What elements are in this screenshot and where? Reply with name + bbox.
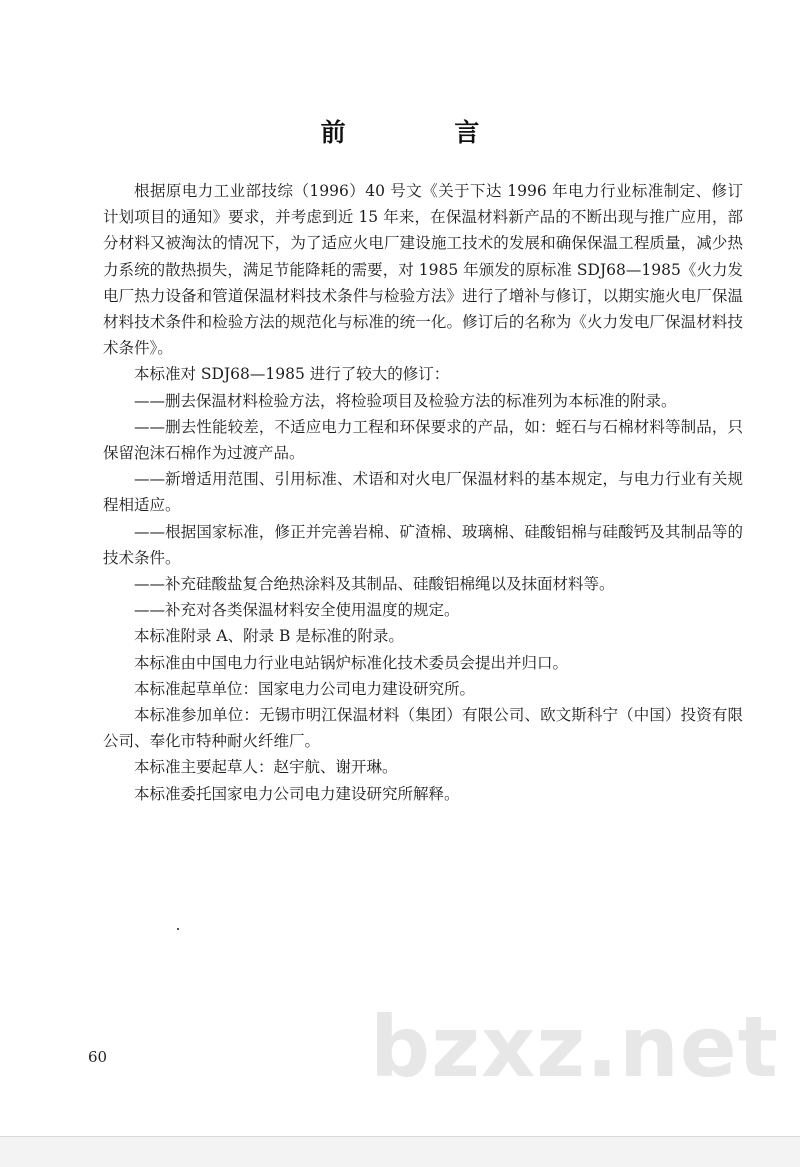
paragraph-interpretation: 本标准委托国家电力公司电力建设研究所解释。 <box>134 784 460 803</box>
document-body <box>103 178 743 807</box>
paragraph-intro: 根据原电力工业部技综（1996）40 号文《关于下达 1996 年电力行业标准制定、修订计划项目的通知》要求，并考虑到近 15 年来，在保温材料新产品的不断出现与推广应用，部分材料又被淘汰的情况下，为了适应火电厂建设施工技术的发展和确保保温工程质量，减少热力系统的散热损失，满足节能降耗的需要，对 1985 年颁发的原标准 SDJ68—1985《火力发电厂热力设备和管道保温材料技术条件与检验方法》进行了增补与修订，以期实施火电厂保温材料技术条件和检验方法的规范化与标准的统一化。修订后的名称为《火力发电厂保温材料技术条件》。 <box>103 182 743 358</box>
paragraph-main-drafters: 本标准主要起草人：赵宇航、谢开琳。 <box>134 758 398 777</box>
paragraph-drafting-unit: 本标准起草单位：国家电力公司电力建设研究所。 <box>134 679 476 698</box>
paragraph-item-3: ——新增适用范围、引用标准、术语和对火电厂保温材料的基本规定，与电力行业有关规程相适应。 <box>103 470 743 515</box>
page-bottom-band <box>0 1137 800 1167</box>
paragraph-item-4: ——根据国家标准，修正并完善岩棉、矿渣棉、玻璃棉、硅酸铝棉与硅酸钙及其制品等的技术条件。 <box>103 522 743 567</box>
paragraph-proposer: 本标准由中国电力行业电站锅炉标准化技术委员会提出并归口。 <box>134 653 569 672</box>
paragraph-item-5: ——补充硅酸盐复合绝热涂料及其制品、硅酸铝棉绳以及抹面材料等。 <box>134 575 615 594</box>
page-number: 60 <box>88 1048 108 1066</box>
scan-dot-mark <box>177 928 179 930</box>
paragraph-participating-units: 本标准参加单位：无锡市明江保温材料（集团）有限公司、欧文斯科宁（中国）投资有限公司、奉化市特种耐火纤维厂。 <box>103 706 743 751</box>
page-title: 前 言 <box>320 118 530 147</box>
paragraph-item-1: ——删去保温材料检验方法，将检验项目及检验方法的标准列为本标准的附录。 <box>134 391 677 410</box>
paragraph-revision-summary: 本标准对 SDJ68—1985 进行了较大的修订： <box>134 365 450 384</box>
paragraph-item-2: ——删去性能较差，不适应电力工程和环保要求的产品，如：蛭石与石棉材料等制品，只保留泡沫石棉作为过渡产品。 <box>103 417 743 463</box>
paragraph-item-6: ——补充对各类保温材料安全使用温度的规定。 <box>134 601 460 620</box>
watermark-logo: bzxz.net <box>370 998 779 1096</box>
paragraph-appendix: 本标准附录 A、附录 B 是标准的附录。 <box>134 627 404 646</box>
